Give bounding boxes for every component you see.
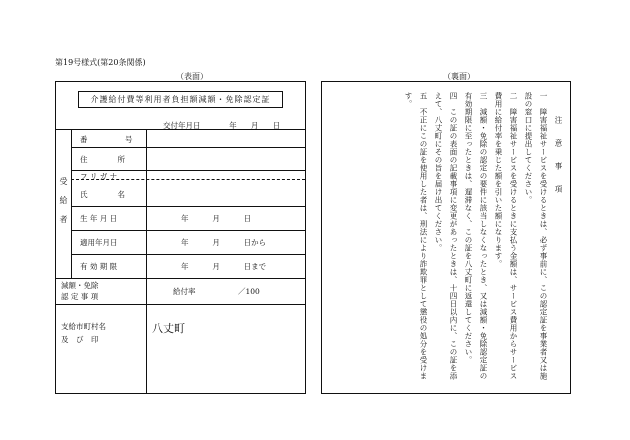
municipality-name: 八丈町 bbox=[152, 322, 185, 335]
row-rule bbox=[71, 206, 305, 207]
row-rule bbox=[56, 304, 305, 305]
valid-until-value: 年 月 日まで bbox=[181, 262, 267, 271]
row-rule bbox=[71, 147, 305, 148]
note-item: 三 減額・免除の認定の要件に該当しなくなったとき、又は減額・免除認定証の有効期限に至ったときは、遅滞なく、この証を八丈町に返還してください。 bbox=[464, 92, 488, 380]
notes-heading: 注 意 事 項 bbox=[554, 116, 563, 197]
applicable-date-label: 適用年月日 bbox=[80, 238, 118, 247]
notes-column bbox=[330, 92, 566, 382]
row-rule bbox=[71, 230, 305, 231]
benefit-rate-label: 給付率 bbox=[173, 287, 196, 296]
valid-until-label: 有 効 期 限 bbox=[80, 262, 118, 271]
recipient-group-label: 受給者 bbox=[59, 177, 68, 234]
label-divider bbox=[146, 129, 147, 393]
certificate-title: 介護給付費等利用者負担額減額・免除認定証 bbox=[78, 91, 283, 108]
note-item: 四 この証の表面の記載事項に変更があったときは、十四日以内に、この証を添えて、八丈町にその旨を届け出てください。 bbox=[434, 92, 458, 380]
front-side-label: （表面） bbox=[176, 72, 208, 81]
note-item: 一 障害福祉サービスを受けるときは、必ず事前に、この認定証を事業者又は施設の窓口に提出してください。 bbox=[524, 92, 548, 380]
row-rule bbox=[56, 278, 305, 279]
birth-date-value: 年 月 日 bbox=[181, 214, 252, 223]
table-top-rule bbox=[56, 129, 305, 130]
reduction-items-label: 減額・免除 認 定 事 項 bbox=[61, 281, 99, 301]
form-number: 第19号様式(第20条関係) bbox=[55, 58, 146, 67]
back-side-label: （裏面） bbox=[443, 72, 475, 81]
issue-date: 交付年月日 年 月 日 bbox=[163, 121, 281, 130]
furigana-label: フ リ ガ ナ bbox=[80, 172, 118, 181]
row-rule bbox=[71, 254, 305, 255]
note-item: 五 不正にこの証を使用した者は、刑法により詐欺罪として懲役の処分を受けます。 bbox=[404, 92, 428, 380]
birth-date-label: 生 年 月 日 bbox=[80, 214, 118, 223]
address-label: 住 所 bbox=[80, 155, 125, 164]
certificate-back bbox=[321, 81, 571, 394]
number-label: 番 号 bbox=[80, 135, 133, 144]
benefit-rate-denominator: ／100 bbox=[238, 287, 260, 296]
municipality-label: 支給市町村名 及 び 印 bbox=[61, 322, 106, 344]
note-item: 二 障害福祉サービスを受けるときに支払う金額は、サービス費用からサービス費用に給付率を乗じた額を引いた額になります。 bbox=[494, 92, 518, 380]
name-label: 氏 名 bbox=[80, 190, 125, 199]
certificate-front bbox=[55, 81, 306, 394]
applicable-date-value: 年 月 日から bbox=[181, 238, 267, 247]
group-divider bbox=[71, 129, 72, 278]
